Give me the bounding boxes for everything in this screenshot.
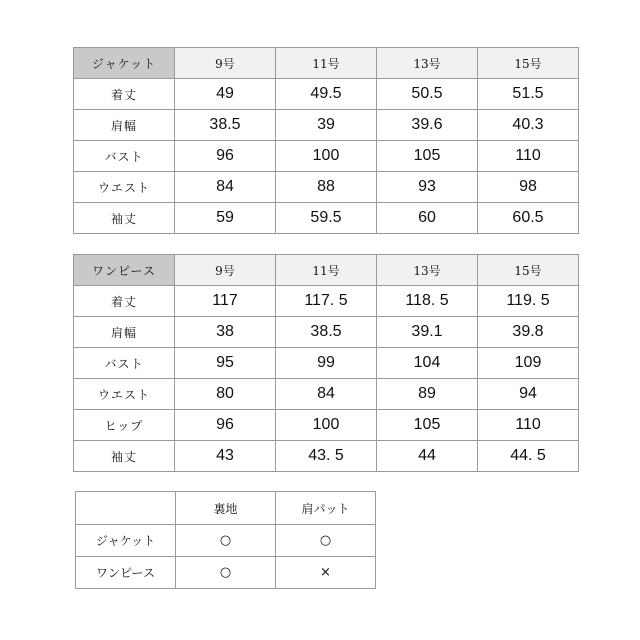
table-cell: 60.5 [478, 203, 579, 234]
table-cell: 49 [175, 79, 276, 110]
onepiece-title: ワンピース [74, 255, 175, 286]
row-label: ジャケット [76, 525, 176, 557]
table-cell: 100 [276, 141, 377, 172]
row-label: バスト [74, 348, 175, 379]
row-label: ウエスト [74, 172, 175, 203]
jacket-header-row [74, 48, 579, 79]
table-cell: 117. 5 [276, 286, 377, 317]
table-cell: 118. 5 [377, 286, 478, 317]
table-row [74, 441, 579, 472]
size-header: 13号 [377, 255, 478, 286]
table-row [74, 110, 579, 141]
table-cell: 59.5 [276, 203, 377, 234]
table-row [74, 172, 579, 203]
onepiece-size-table [73, 254, 579, 472]
row-label: 袖丈 [74, 441, 175, 472]
row-label: 着丈 [74, 286, 175, 317]
table-row [76, 557, 376, 589]
table-cell: 38.5 [276, 317, 377, 348]
jacket-title: ジャケット [74, 48, 175, 79]
size-header: 11号 [276, 255, 377, 286]
table-cell: 50.5 [377, 79, 478, 110]
row-label: 肩幅 [74, 110, 175, 141]
table-cell: 43. 5 [276, 441, 377, 472]
feature-header: 肩パット [276, 492, 376, 525]
table-cell: 109 [478, 348, 579, 379]
table-row [74, 286, 579, 317]
features-table [75, 491, 376, 589]
table-cell: 110 [478, 410, 579, 441]
table-cell: 59 [175, 203, 276, 234]
table-cell: 39.1 [377, 317, 478, 348]
onepiece-header-row [74, 255, 579, 286]
table-cell: 38.5 [175, 110, 276, 141]
table-cell: 95 [175, 348, 276, 379]
table-cell: 49.5 [276, 79, 377, 110]
table-cell: 99 [276, 348, 377, 379]
row-label: バスト [74, 141, 175, 172]
table-cell: 104 [377, 348, 478, 379]
table-cell: 39.8 [478, 317, 579, 348]
table-cell: 105 [377, 410, 478, 441]
table-cell: 94 [478, 379, 579, 410]
table-cell: 105 [377, 141, 478, 172]
table-cell: 88 [276, 172, 377, 203]
feature-mark: ○ [276, 525, 376, 557]
size-header: 11号 [276, 48, 377, 79]
features-header-row [76, 492, 376, 525]
table-row [74, 348, 579, 379]
row-label: ヒップ [74, 410, 175, 441]
table-cell: 119. 5 [478, 286, 579, 317]
table-row [74, 79, 579, 110]
table-cell: 44 [377, 441, 478, 472]
table-row [76, 525, 376, 557]
table-row [74, 410, 579, 441]
table-cell: 39.6 [377, 110, 478, 141]
size-header: 9号 [175, 48, 276, 79]
table-cell: 93 [377, 172, 478, 203]
table-row [74, 141, 579, 172]
table-cell: 44. 5 [478, 441, 579, 472]
features-corner-cell [76, 492, 176, 525]
table-cell: 43 [175, 441, 276, 472]
table-cell: 96 [175, 141, 276, 172]
table-row [74, 203, 579, 234]
size-header: 15号 [478, 48, 579, 79]
feature-header: 裏地 [176, 492, 276, 525]
table-cell: 89 [377, 379, 478, 410]
row-label: 着丈 [74, 79, 175, 110]
feature-mark: × [276, 557, 376, 589]
table-cell: 84 [276, 379, 377, 410]
size-header: 15号 [478, 255, 579, 286]
table-row [74, 379, 579, 410]
table-cell: 60 [377, 203, 478, 234]
table-cell: 117 [175, 286, 276, 317]
table-cell: 110 [478, 141, 579, 172]
table-cell: 51.5 [478, 79, 579, 110]
table-cell: 40.3 [478, 110, 579, 141]
table-cell: 39 [276, 110, 377, 141]
row-label: ワンピース [76, 557, 176, 589]
table-cell: 96 [175, 410, 276, 441]
table-cell: 100 [276, 410, 377, 441]
row-label: 袖丈 [74, 203, 175, 234]
table-cell: 38 [175, 317, 276, 348]
table-row [74, 317, 579, 348]
jacket-size-table [73, 47, 579, 234]
feature-mark: ○ [176, 525, 276, 557]
table-cell: 98 [478, 172, 579, 203]
feature-mark: ○ [176, 557, 276, 589]
table-cell: 84 [175, 172, 276, 203]
size-header: 9号 [175, 255, 276, 286]
table-cell: 80 [175, 379, 276, 410]
row-label: ウエスト [74, 379, 175, 410]
row-label: 肩幅 [74, 317, 175, 348]
size-header: 13号 [377, 48, 478, 79]
